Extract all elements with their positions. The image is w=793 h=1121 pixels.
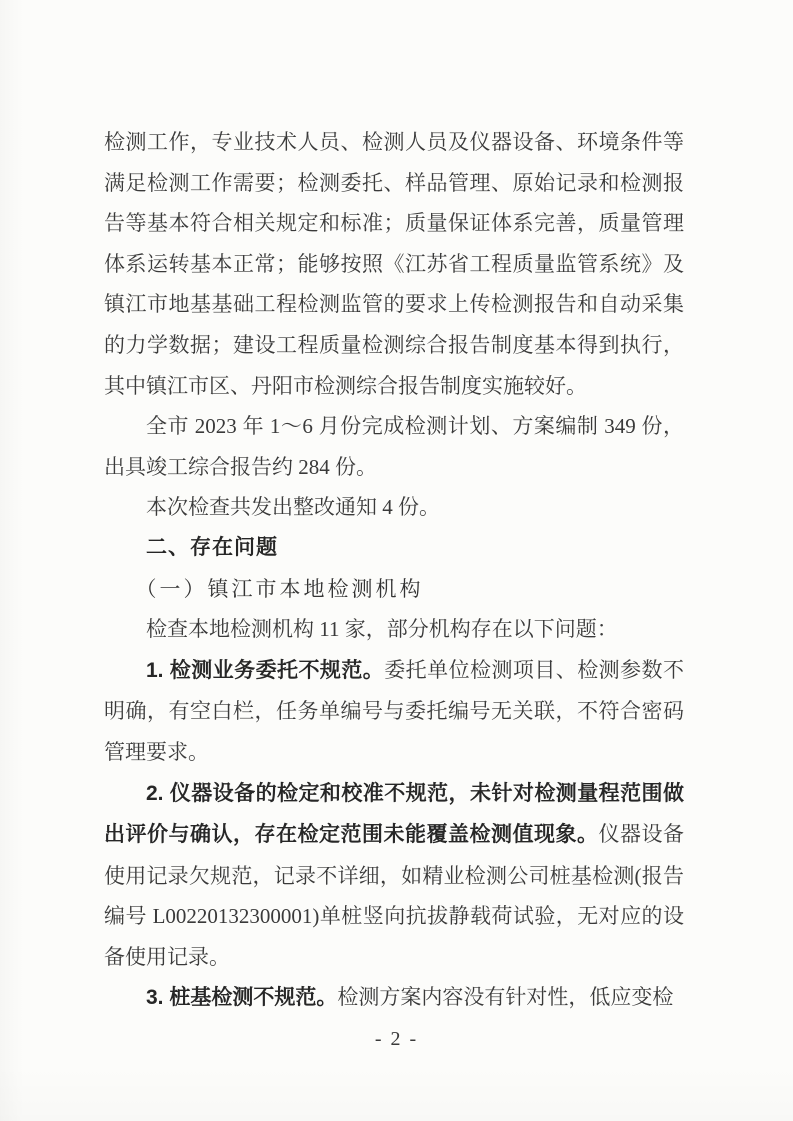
paragraph-inspection-summary (104, 609, 684, 650)
paragraph-text: 本次检查共发出整改通知 4 份。 (146, 495, 440, 520)
numbered-item-2 (104, 773, 684, 978)
item-3-detail: 检测方案内容没有针对性，低应变检 (337, 985, 674, 1010)
paragraph-rectification-notice (104, 487, 684, 528)
subheading-text: （一）镇江市本地检测机构 (135, 576, 424, 601)
paragraph-text: 全市 2023 年 1～6 月份完成检测计划、方案编制 349 份，出具竣工综合报告约 284 份。 (104, 414, 684, 479)
paragraph-statistics (104, 406, 684, 487)
paragraph-continued-from-previous-page (104, 122, 684, 406)
document-body (104, 122, 684, 1019)
numbered-item-3 (104, 977, 684, 1019)
section-heading-existing-problems (104, 528, 684, 569)
page-number: - 2 - (374, 1028, 419, 1050)
numbered-item-1 (104, 650, 684, 773)
item-3-bold-lead: 3. 桩基检测不规范。 (146, 986, 338, 1010)
item-1-bold-lead: 1. 检测业务委托不规范。 (146, 658, 385, 682)
item-2-detail: 仪器设备使用记录欠规范，记录不详细，如精业检测公司桩基检测(报告编号 L00220132300001)单桩竖向抗拔静载荷试验，无对应的设备使用记录。 (104, 822, 684, 969)
item-1-detail: 委托单位检测项目、检测参数不明确，有空白栏，任务单编号与委托编号无关联，不符合密码管理要求。 (104, 657, 684, 764)
heading-text: 二、存在问题 (146, 535, 278, 559)
paragraph-text: 检测工作，专业技术人员、检测人员及仪器设备、环境条件等满足检测工作需要；检测委托、样品管理、原始记录和检测报告等基本符合相关规定和标准；质量保证体系完善，质量管理体系运转基本正常；能够按照《江苏省工程质量监管系统》及镇江市地基基础工程检测监管的要求上传检测报告和自动采集的力学数据；建设工程质量检测综合报告制度基本得到执行，其中镇江市区、丹阳市检测综合报告制度实施较好。 (104, 130, 684, 398)
subsection-heading-local-agencies (104, 569, 684, 610)
item-2-bold-lead: 2. 仪器设备的检定和校准不规范，未针对检测量程范围做出评价与确认，存在检定范围未能覆盖检测值现象。 (104, 781, 684, 847)
paragraph-text: 检查本地检测机构 11 家，部分机构存在以下问题： (146, 617, 618, 642)
